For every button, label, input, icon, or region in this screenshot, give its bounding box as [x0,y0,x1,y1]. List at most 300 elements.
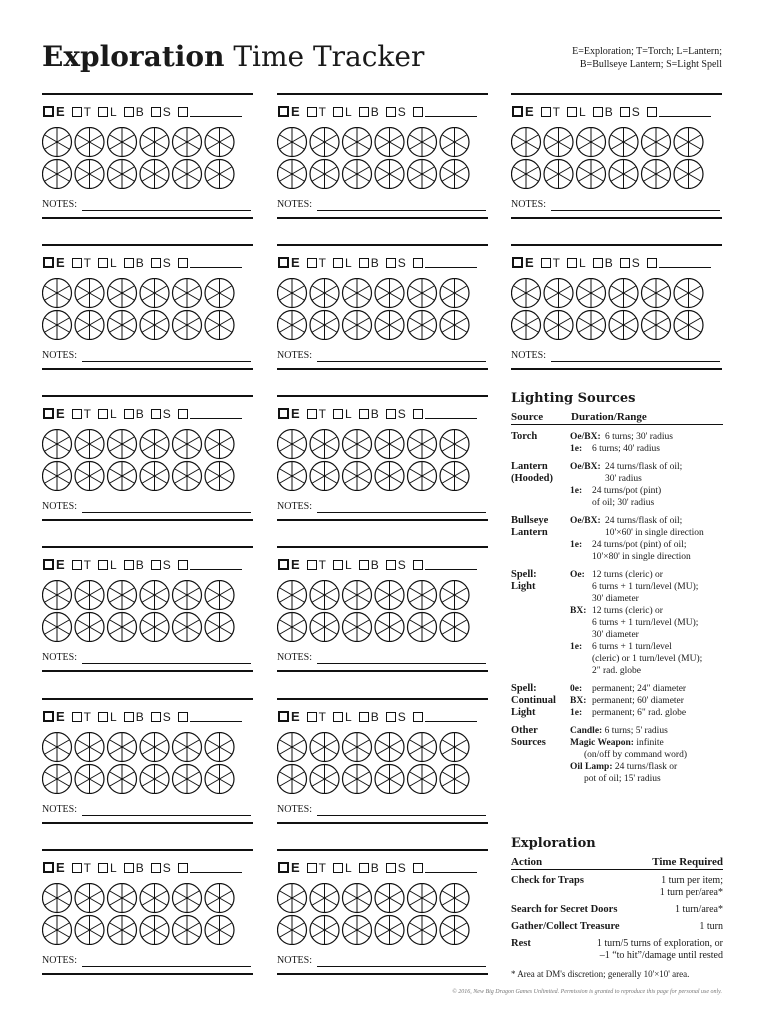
turn-wheel[interactable] [375,613,404,642]
turn-wheel[interactable] [205,311,234,340]
turn-wheel[interactable] [343,311,372,340]
checkbox-b[interactable] [359,409,369,419]
turn-wheel[interactable] [75,311,104,340]
turn-wheel[interactable] [173,884,202,913]
turn-wheel[interactable] [278,462,307,491]
checkbox-s[interactable] [386,107,396,117]
turn-wheel[interactable] [205,765,234,794]
turn-wheel[interactable] [173,916,202,945]
checkbox-other[interactable] [413,560,423,570]
other-write-in-line[interactable] [425,267,477,268]
turn-wheel[interactable] [310,279,339,308]
notes-line[interactable] [82,361,251,362]
notes-line[interactable] [82,815,251,816]
turn-wheel[interactable] [173,613,202,642]
turn-wheel[interactable] [173,311,202,340]
turn-wheel[interactable] [278,128,307,157]
turn-wheel[interactable] [375,733,404,762]
turn-wheel[interactable] [108,462,137,491]
checkbox-b[interactable] [359,107,369,117]
turn-wheel[interactable] [140,311,169,340]
turn-wheel[interactable] [375,430,404,459]
turn-wheel[interactable] [408,311,437,340]
turn-wheel[interactable] [43,613,72,642]
edition-label: 0e: [570,684,583,694]
turn-wheel[interactable] [205,160,234,189]
checkbox-b[interactable] [359,258,369,268]
turn-wheel[interactable] [75,884,104,913]
turn-wheel[interactable] [43,128,72,157]
turn-wheel[interactable] [343,462,372,491]
turn-wheel[interactable] [310,613,339,642]
turn-wheel[interactable] [375,765,404,794]
turn-wheel[interactable] [75,160,104,189]
checkbox-l[interactable] [98,409,108,419]
other-write-in-line[interactable] [425,872,477,873]
checkbox-l[interactable] [98,107,108,117]
checkbox-l[interactable] [333,107,343,117]
turn-wheel[interactable] [440,581,469,610]
turn-wheel[interactable] [278,916,307,945]
turn-wheel[interactable] [108,430,137,459]
turn-wheel[interactable] [544,160,573,189]
turn-wheel[interactable] [278,581,307,610]
turn-wheel[interactable] [512,128,541,157]
turn-wheel[interactable] [310,160,339,189]
turn-wheel[interactable] [43,765,72,794]
other-write-in-line[interactable] [190,418,242,419]
turn-wheel[interactable] [173,765,202,794]
turn-wheel[interactable] [512,160,541,189]
turn-wheel[interactable] [278,160,307,189]
turn-wheel[interactable] [108,613,137,642]
turn-wheel[interactable] [75,733,104,762]
turn-wheel[interactable] [609,128,638,157]
notes-label: NOTES: [42,804,77,815]
checkbox-t[interactable] [72,712,82,722]
turn-wheel[interactable] [43,462,72,491]
duration-text [592,641,702,677]
page-title-bold: Exploration [42,40,225,73]
notes-line[interactable] [82,966,251,967]
checkbox-t[interactable] [541,107,551,117]
turn-wheel[interactable] [173,462,202,491]
turn-wheel[interactable] [440,765,469,794]
turn-wheel[interactable] [205,128,234,157]
time-line: 1 turn per item; [661,875,723,886]
turn-wheel[interactable] [642,128,671,157]
checkbox-l[interactable] [333,409,343,419]
checkbox-label: L [579,105,586,119]
checkbox-e[interactable] [278,862,289,873]
turn-wheel[interactable] [408,430,437,459]
turn-wheel[interactable] [75,430,104,459]
turn-wheel[interactable] [674,311,703,340]
turn-wheel[interactable] [408,581,437,610]
turn-wheel[interactable] [205,279,234,308]
checkbox-e[interactable] [43,257,54,268]
source-line: Light [511,581,536,592]
checkbox-s[interactable] [151,863,161,873]
turn-wheel[interactable] [108,916,137,945]
checkbox-other[interactable] [647,107,657,117]
checkbox-s[interactable] [151,258,161,268]
checkbox-s[interactable] [151,107,161,117]
checkbox-l[interactable] [333,560,343,570]
turn-wheel[interactable] [375,128,404,157]
turn-wheel[interactable] [440,430,469,459]
turn-wheel[interactable] [205,733,234,762]
checkbox-e[interactable] [512,257,523,268]
checkbox-e[interactable] [278,257,289,268]
notes-line[interactable] [317,512,486,513]
turn-wheel[interactable] [375,462,404,491]
turn-wheel[interactable] [75,916,104,945]
checkbox-l[interactable] [333,258,343,268]
turn-wheel[interactable] [310,765,339,794]
turn-wheel[interactable] [205,462,234,491]
other-write-in-line[interactable] [190,872,242,873]
turn-wheel[interactable] [440,160,469,189]
checkbox-b[interactable] [124,107,134,117]
turn-wheel[interactable] [140,765,169,794]
checkbox-label: S [397,105,406,119]
turn-wheel[interactable] [310,733,339,762]
turn-wheel[interactable] [343,279,372,308]
other-write-in-line[interactable] [190,267,242,268]
checkbox-t[interactable] [72,258,82,268]
turn-wheel[interactable] [278,613,307,642]
checkbox-t[interactable] [541,258,551,268]
turn-wheel[interactable] [577,311,606,340]
exploration-footnote: * Area at DM's discretion; generally 10'×10' area. [511,969,690,979]
turn-wheel[interactable] [205,613,234,642]
notes-line[interactable] [317,210,486,211]
turn-wheel[interactable] [108,160,137,189]
checkbox-s[interactable] [386,863,396,873]
checkbox-l[interactable] [98,863,108,873]
checkbox-other[interactable] [413,863,423,873]
checkbox-label: T [318,407,327,421]
checkbox-l[interactable] [98,258,108,268]
checkbox-t[interactable] [72,409,82,419]
turn-wheel[interactable] [310,128,339,157]
turn-wheel[interactable] [512,279,541,308]
turn-wheel[interactable] [343,884,372,913]
checkbox-b[interactable] [359,712,369,722]
turn-wheel[interactable] [577,128,606,157]
checkbox-other[interactable] [413,107,423,117]
other-write-in-line[interactable] [659,267,711,268]
lighting-row [511,431,723,455]
notes-line[interactable] [317,361,486,362]
checkbox-l[interactable] [333,712,343,722]
duration-line: 12 turns (cleric) or [592,606,663,616]
turn-wheel[interactable] [75,765,104,794]
turn-wheel[interactable] [43,430,72,459]
turn-wheel[interactable] [577,279,606,308]
turn-wheel[interactable] [140,128,169,157]
turn-wheel[interactable] [140,733,169,762]
checkbox-e[interactable] [278,408,289,419]
turn-wheel[interactable] [440,613,469,642]
notes-line[interactable] [82,512,251,513]
checkbox-t[interactable] [72,107,82,117]
checkbox-other[interactable] [178,409,188,419]
turn-wheel[interactable] [310,581,339,610]
turn-wheel[interactable] [108,733,137,762]
turn-wheel[interactable] [310,462,339,491]
turn-wheel[interactable] [173,279,202,308]
checkbox-s[interactable] [386,712,396,722]
turn-wheel[interactable] [512,311,541,340]
turn-wheel[interactable] [642,279,671,308]
turn-wheel[interactable] [375,916,404,945]
turn-wheel[interactable] [408,733,437,762]
checkbox-s[interactable] [151,712,161,722]
turn-wheel[interactable] [674,128,703,157]
checkbox-b[interactable] [593,258,603,268]
turn-wheel[interactable] [173,430,202,459]
turn-wheel[interactable] [343,733,372,762]
checkbox-other[interactable] [178,107,188,117]
turn-wheel[interactable] [140,916,169,945]
turn-wheel[interactable] [108,765,137,794]
turn-wheel[interactable] [43,884,72,913]
turn-wheel[interactable] [544,311,573,340]
turn-wheel[interactable] [43,581,72,610]
turn-wheel[interactable] [108,311,137,340]
turn-wheel[interactable] [674,279,703,308]
turn-wheel[interactable] [75,279,104,308]
turn-wheel[interactable] [343,613,372,642]
notes-line[interactable] [317,966,486,967]
lighting-heading: Lighting Sources [511,391,636,406]
other-write-in-line[interactable] [425,418,477,419]
checkbox-b[interactable] [124,258,134,268]
checkbox-other[interactable] [178,258,188,268]
notes-line[interactable] [551,361,720,362]
other-write-in-line[interactable] [425,721,477,722]
turn-wheel[interactable] [75,613,104,642]
turn-wheel[interactable] [408,916,437,945]
turn-wheel[interactable] [609,311,638,340]
turn-wheel[interactable] [278,733,307,762]
checkbox-e[interactable] [278,559,289,570]
checkbox-b[interactable] [593,107,603,117]
turn-wheel[interactable] [173,581,202,610]
checkbox-e[interactable] [43,559,54,570]
turn-wheel[interactable] [609,160,638,189]
checkbox-s[interactable] [386,258,396,268]
checkbox-other[interactable] [413,258,423,268]
turn-wheel[interactable] [278,311,307,340]
turn-wheel[interactable] [205,581,234,610]
checkbox-b[interactable] [359,560,369,570]
turn-wheel[interactable] [343,581,372,610]
checkbox-other[interactable] [647,258,657,268]
turn-wheel[interactable] [310,311,339,340]
checkbox-s[interactable] [620,258,630,268]
turn-wheel[interactable] [140,160,169,189]
duration-line: 24 turns/pot (pint) [592,486,662,496]
turn-wheel[interactable] [343,765,372,794]
turn-wheel[interactable] [343,128,372,157]
turn-wheel[interactable] [577,160,606,189]
checkbox-l[interactable] [567,107,577,117]
turn-wheel[interactable] [43,733,72,762]
turn-wheel[interactable] [43,916,72,945]
checkbox-s[interactable] [151,560,161,570]
turn-wheel[interactable] [440,128,469,157]
other-write-in-line[interactable] [190,116,242,117]
turn-wheel[interactable] [375,311,404,340]
turn-wheel[interactable] [408,279,437,308]
checkbox-t[interactable] [307,258,317,268]
checkbox-s[interactable] [386,409,396,419]
checkbox-other[interactable] [178,560,188,570]
turn-wheel[interactable] [75,462,104,491]
turn-wheel[interactable] [440,311,469,340]
turn-wheel[interactable] [408,160,437,189]
checkbox-l[interactable] [567,258,577,268]
checkbox-other[interactable] [413,712,423,722]
checkbox-t[interactable] [72,560,82,570]
turn-wheel[interactable] [108,581,137,610]
turn-wheel[interactable] [205,916,234,945]
checkbox-t[interactable] [72,863,82,873]
turn-wheel[interactable] [440,884,469,913]
checkbox-e[interactable] [43,711,54,722]
other-write-in-line[interactable] [425,569,477,570]
turn-wheel[interactable] [440,279,469,308]
turn-wheel[interactable] [43,279,72,308]
turn-wheel[interactable] [310,916,339,945]
checkbox-t[interactable] [307,560,317,570]
notes-line[interactable] [551,210,720,211]
checkbox-s[interactable] [386,560,396,570]
turn-wheel[interactable] [108,884,137,913]
checkbox-b[interactable] [124,863,134,873]
turn-wheel[interactable] [278,765,307,794]
turn-wheel[interactable] [343,160,372,189]
turn-wheel[interactable] [343,430,372,459]
notes-line[interactable] [82,210,251,211]
notes-line[interactable] [317,663,486,664]
turn-wheel[interactable] [140,279,169,308]
turn-wheel[interactable] [408,462,437,491]
checkbox-b[interactable] [124,560,134,570]
checkbox-other[interactable] [178,712,188,722]
turn-wheel[interactable] [140,613,169,642]
turn-wheel[interactable] [375,884,404,913]
checkbox-b[interactable] [359,863,369,873]
notes-line[interactable] [317,815,486,816]
checkbox-e[interactable] [43,862,54,873]
checkbox-l[interactable] [333,863,343,873]
turn-wheel[interactable] [173,160,202,189]
checkbox-other[interactable] [178,863,188,873]
source-line: Torch [511,431,538,442]
checkbox-s[interactable] [620,107,630,117]
turn-wheel[interactable] [343,916,372,945]
checkbox-t[interactable] [307,409,317,419]
time-line: –1 “to hit”/damage until rested [599,950,723,961]
turn-wheel[interactable] [408,613,437,642]
checkbox-other[interactable] [413,409,423,419]
other-write-in-line[interactable] [425,116,477,117]
turn-wheel[interactable] [173,128,202,157]
turn-wheel[interactable] [375,279,404,308]
checkbox-b[interactable] [124,409,134,419]
turn-wheel[interactable] [140,430,169,459]
other-write-in-line[interactable] [190,721,242,722]
turn-wheel[interactable] [408,128,437,157]
edition-label: BX: [570,606,587,616]
turn-wheel[interactable] [642,311,671,340]
turn-wheel[interactable] [108,279,137,308]
turn-wheel[interactable] [310,430,339,459]
turn-wheel[interactable] [408,884,437,913]
turn-wheel[interactable] [544,128,573,157]
turn-wheel[interactable] [140,884,169,913]
turn-wheel[interactable] [108,128,137,157]
checkbox-e[interactable] [43,106,54,117]
turn-wheel[interactable] [278,430,307,459]
checkbox-t[interactable] [307,107,317,117]
other-write-in-line[interactable] [190,569,242,570]
tracker-checkboxes [512,255,711,270]
turn-wheel[interactable] [75,128,104,157]
checkbox-e[interactable] [43,408,54,419]
notes-line[interactable] [82,663,251,664]
turn-wheel[interactable] [440,916,469,945]
checkbox-t[interactable] [307,863,317,873]
turn-wheel[interactable] [43,160,72,189]
turn-wheel[interactable] [173,733,202,762]
edition-label: Oe/BX: [570,432,601,442]
checkbox-e[interactable] [278,711,289,722]
turn-wheel[interactable] [310,884,339,913]
checkbox-e[interactable] [512,106,523,117]
turn-wheel[interactable] [43,311,72,340]
turn-wheel[interactable] [205,884,234,913]
turn-wheel[interactable] [375,160,404,189]
turn-wheel[interactable] [408,765,437,794]
turn-wheel[interactable] [205,430,234,459]
turn-wheel[interactable] [440,733,469,762]
checkbox-s[interactable] [151,409,161,419]
turn-wheel[interactable] [278,279,307,308]
source-line: Spell: [511,569,537,580]
turn-wheel[interactable] [440,462,469,491]
checkbox-l[interactable] [98,712,108,722]
checkbox-l[interactable] [98,560,108,570]
turn-wheel[interactable] [642,160,671,189]
checkbox-e[interactable] [278,106,289,117]
turn-wheel[interactable] [609,279,638,308]
turn-wheel[interactable] [278,884,307,913]
turn-wheel[interactable] [75,581,104,610]
turn-wheel[interactable] [674,160,703,189]
turn-wheel[interactable] [544,279,573,308]
checkbox-b[interactable] [124,712,134,722]
turn-wheel[interactable] [375,581,404,610]
turn-wheel[interactable] [140,462,169,491]
checkbox-t[interactable] [307,712,317,722]
other-write-in-line[interactable] [659,116,711,117]
turn-wheel[interactable] [140,581,169,610]
